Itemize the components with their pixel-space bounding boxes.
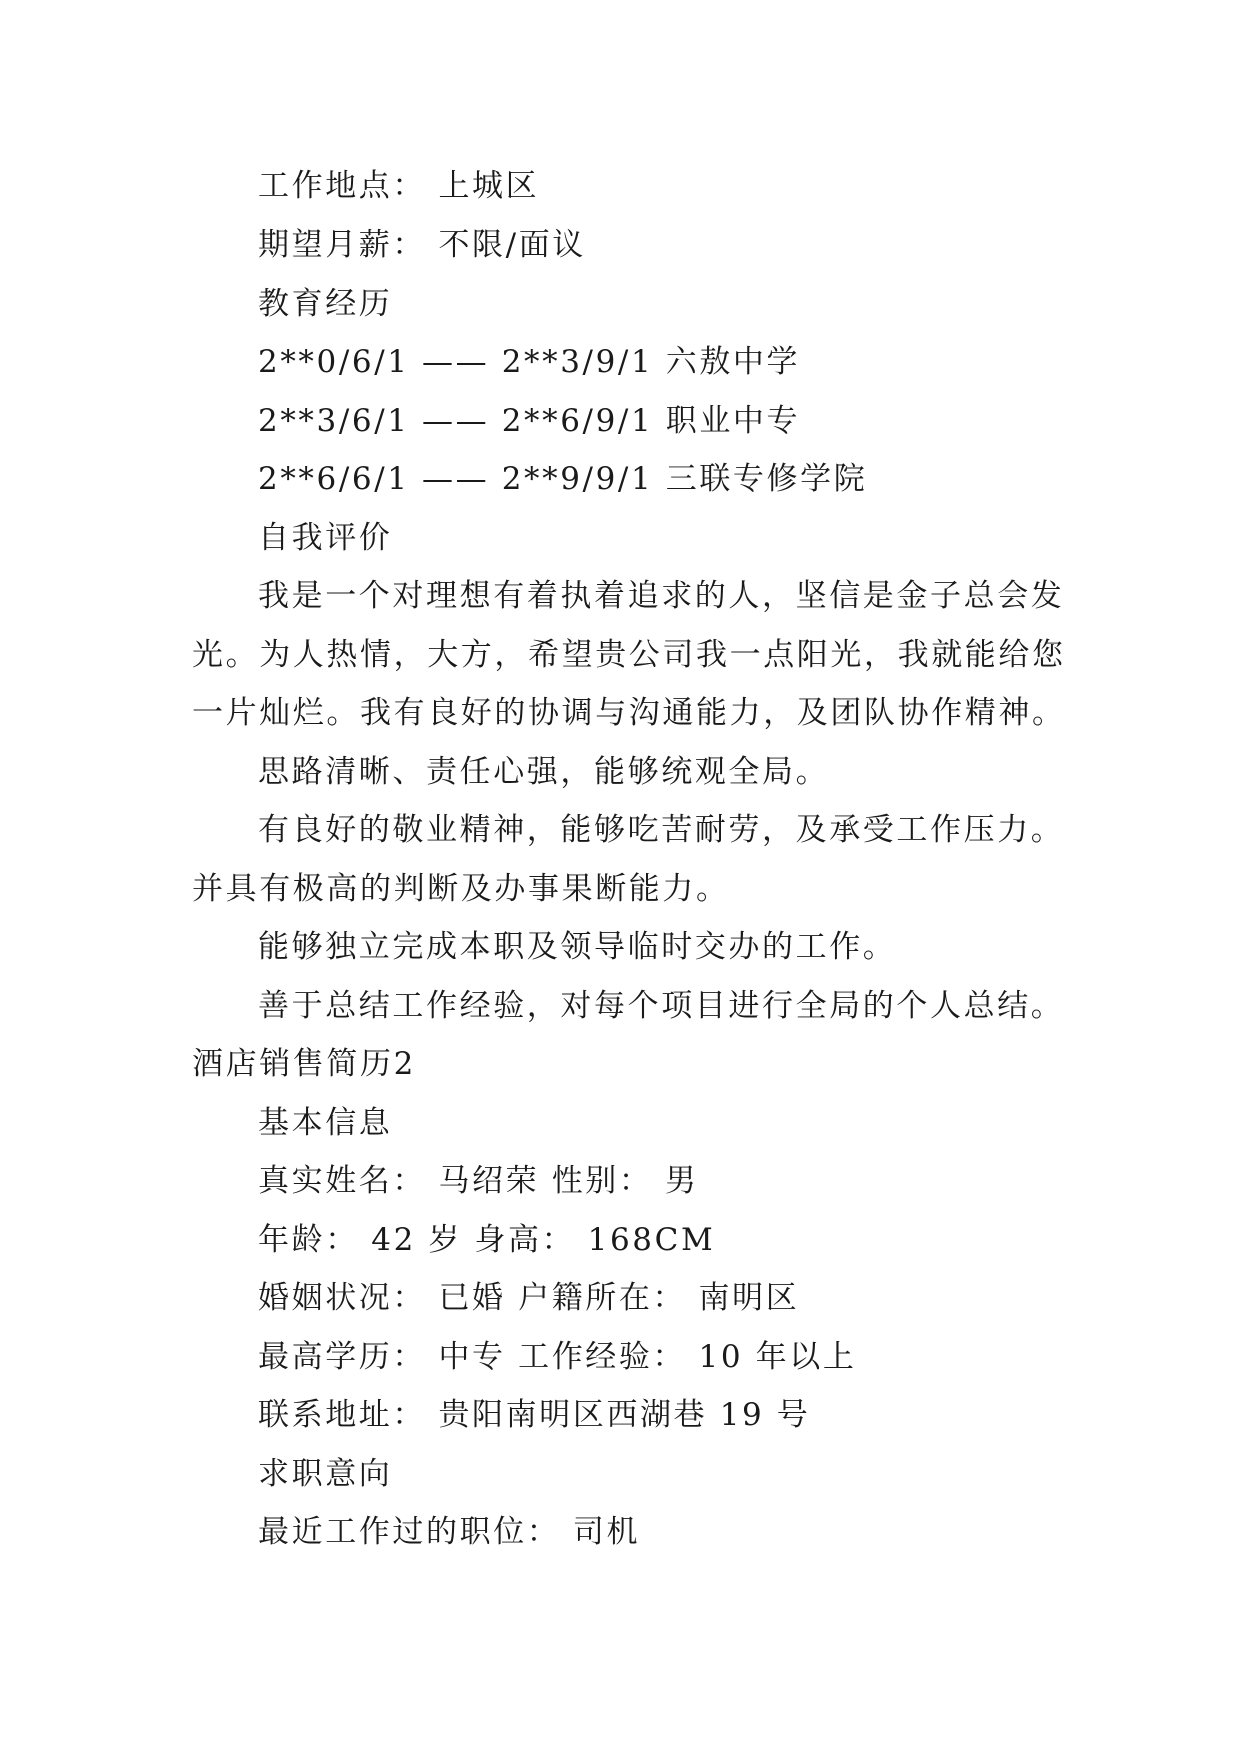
paragraph-line: 并具有极高的判断及办事果断能力。 — [192, 871, 730, 907]
info-line: 联系地址： 贵阳南明区西湖巷 19 号 — [258, 1397, 811, 1433]
paragraph-line: 有良好的敬业精神，能够吃苦耐劳，及承受工作压力。 — [258, 812, 1065, 848]
resume-2-title: 酒店销售简历2 — [192, 1046, 416, 1082]
expected-salary-line: 期望月薪： 不限/面议 — [258, 227, 586, 263]
basic-info-heading: 基本信息 — [258, 1105, 393, 1141]
education-entry: 2**0/6/1 —— 2**3/9/1 六敖中学 — [258, 344, 801, 380]
education-entry: 2**6/6/1 —— 2**9/9/1 三联专修学院 — [258, 461, 868, 497]
paragraph-line: 我是一个对理想有着执着追求的人，坚信是金子总会发 — [258, 578, 1065, 614]
paragraph-line: 能够独立完成本职及领导临时交办的工作。 — [258, 929, 897, 965]
info-line: 年龄： 42 岁 身高： 168CM — [258, 1222, 716, 1258]
education-heading: 教育经历 — [258, 286, 393, 322]
info-line: 婚姻状况： 已婚 户籍所在： 南明区 — [258, 1280, 800, 1316]
education-entry: 2**3/6/1 —— 2**6/9/1 职业中专 — [258, 403, 801, 439]
self-evaluation-heading: 自我评价 — [258, 520, 393, 556]
paragraph-line: 光。为人热情，大方，希望贵公司我一点阳光，我就能给您 — [192, 637, 1066, 673]
job-intention-heading: 求职意向 — [258, 1456, 393, 1492]
info-line: 真实姓名： 马绍荣 性别： 男 — [258, 1163, 699, 1199]
paragraph-line: 思路清晰、责任心强，能够统观全局。 — [258, 754, 830, 790]
paragraph-line: 善于总结工作经验，对每个项目进行全局的个人总结。 — [258, 988, 1065, 1024]
info-line: 最近工作过的职位： 司机 — [258, 1514, 641, 1550]
work-location-line: 工作地点： 上城区 — [258, 168, 540, 204]
info-line: 最高学历： 中专 工作经验： 10 年以上 — [258, 1339, 857, 1375]
paragraph-line: 一片灿烂。我有良好的协调与沟通能力，及团队协作精神。 — [192, 695, 1066, 731]
